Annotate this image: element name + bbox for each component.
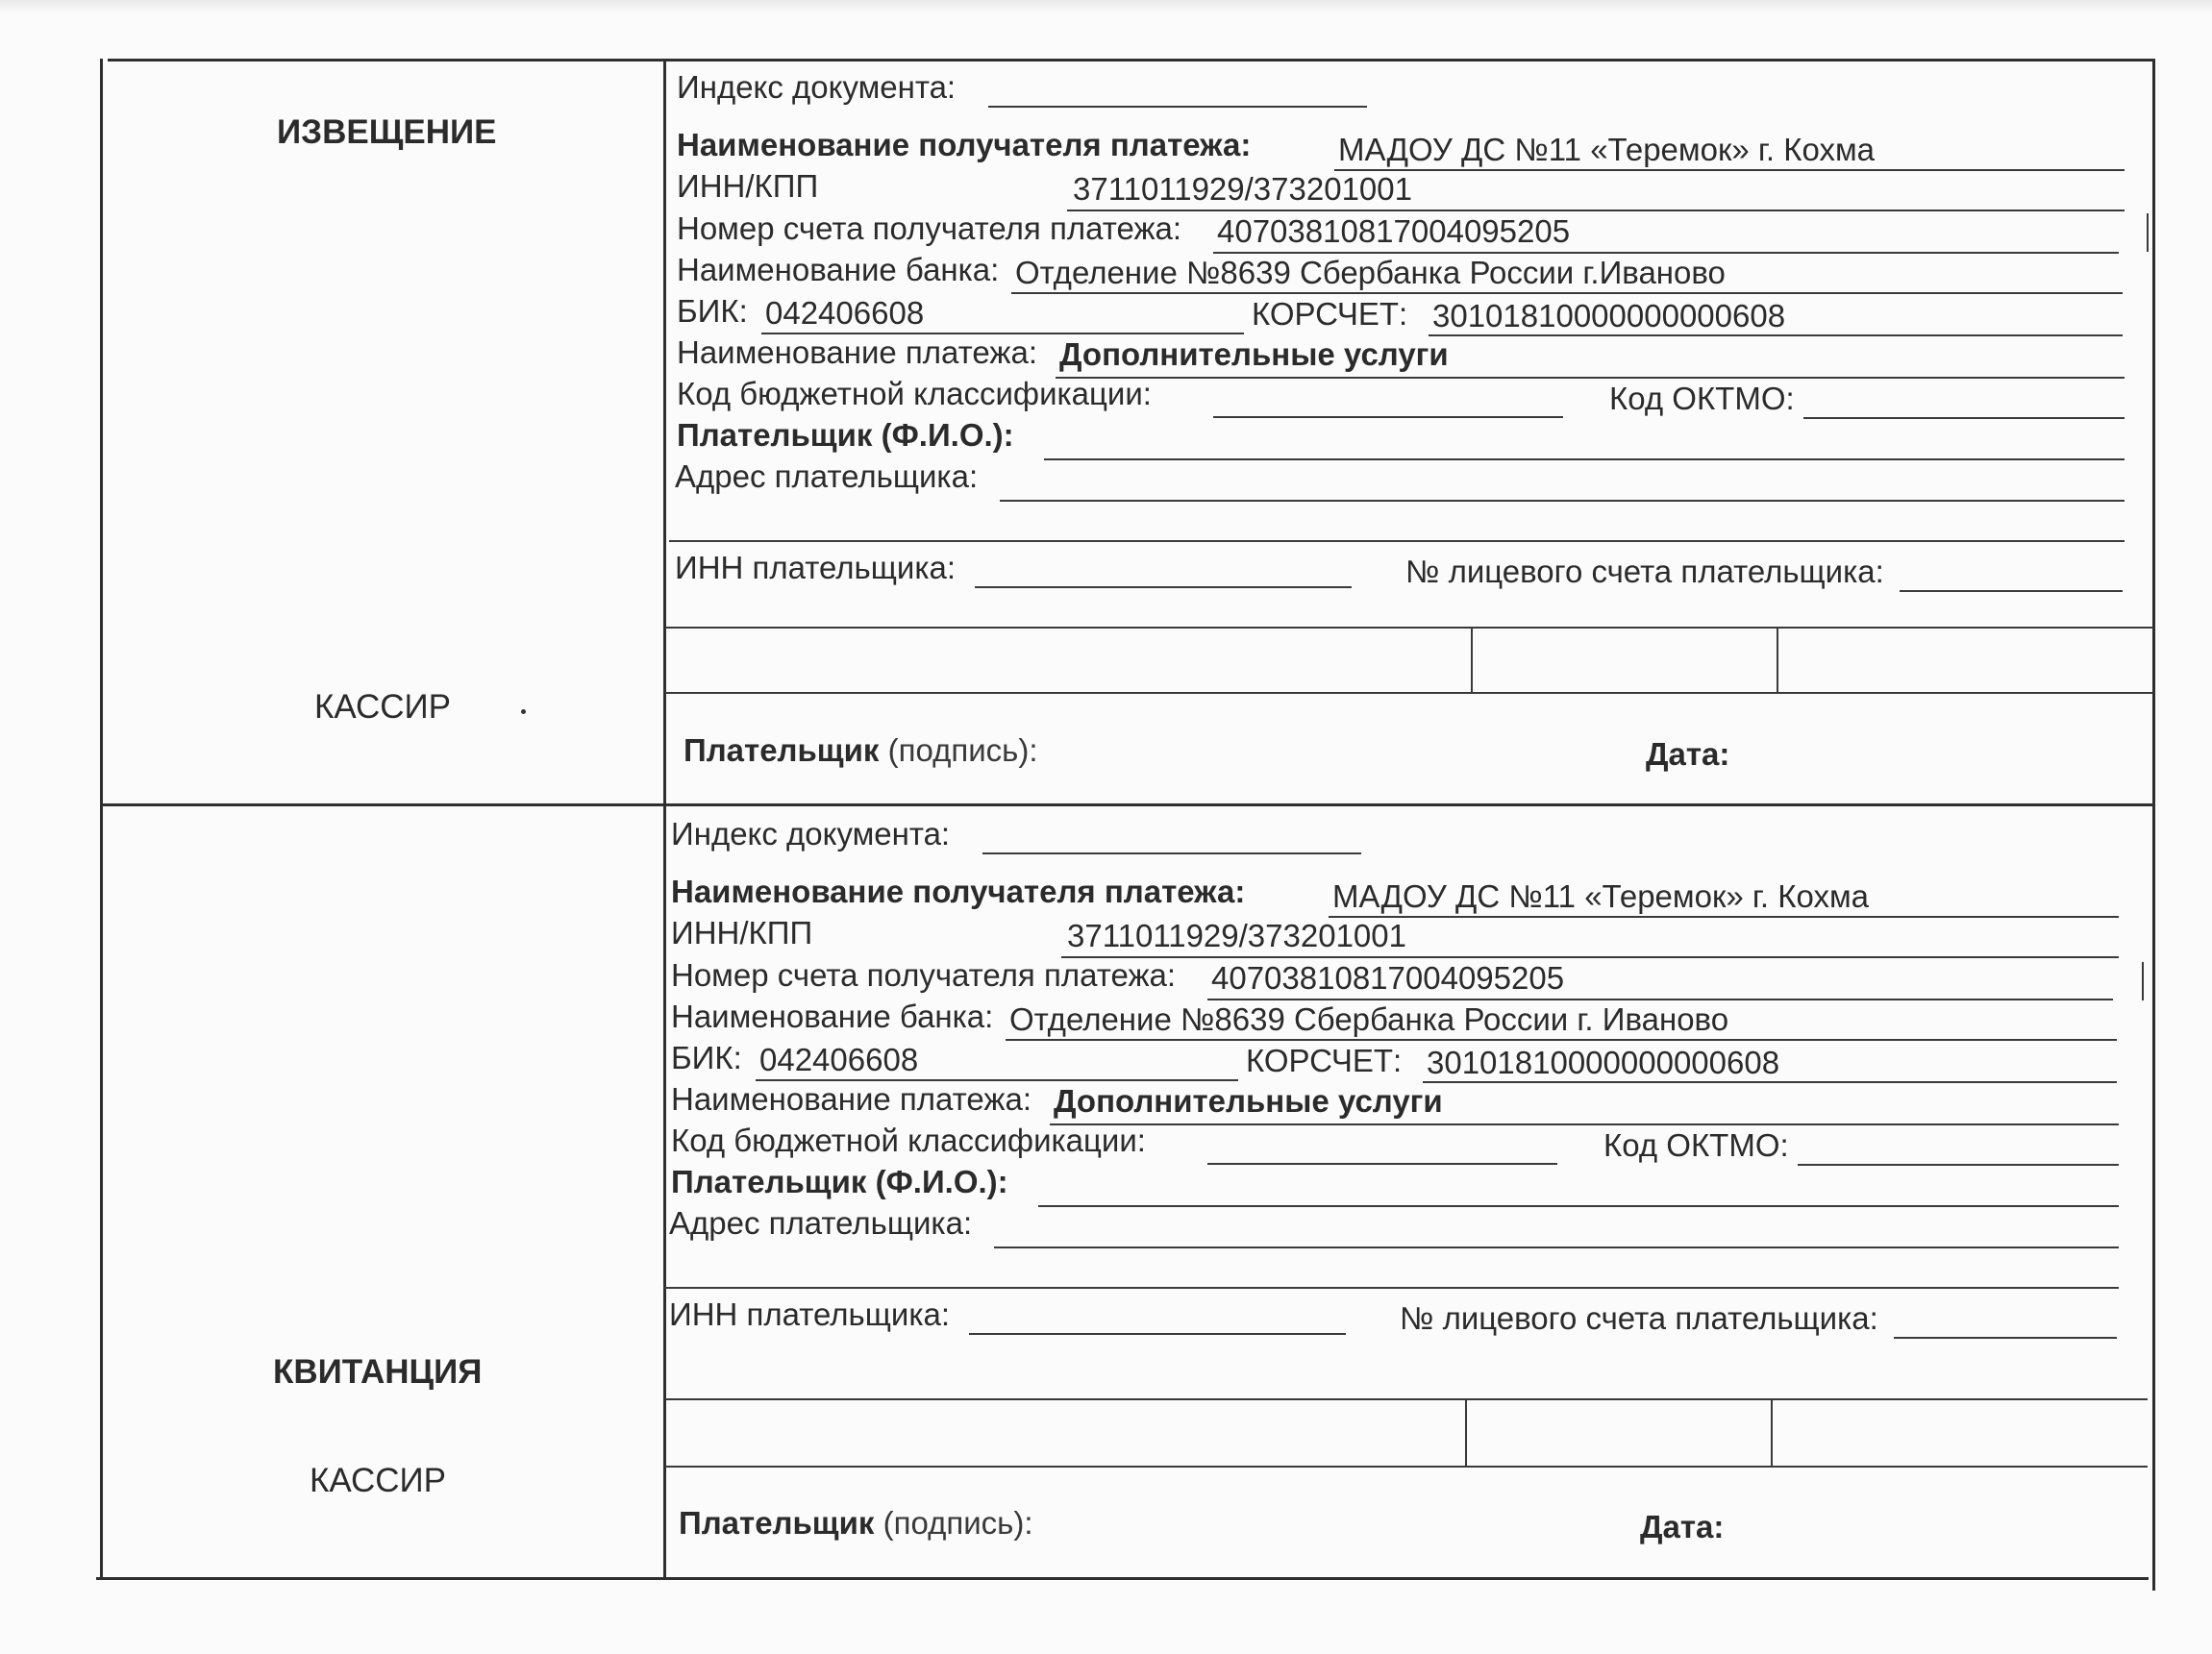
bik-value: 042406608 [765,295,925,331]
address-label: Адрес плательщика: [669,1205,973,1241]
oktmo-field[interactable] [1798,1164,2119,1166]
bik-label: БИК: [677,293,748,329]
doc-index-field[interactable] [982,852,1361,854]
frame-bottom-border [96,1577,2149,1580]
address-field[interactable] [1000,500,2125,502]
kbk-label: Код бюджетной классификации: [677,376,1152,411]
personal-account-field[interactable] [1894,1337,2117,1339]
signature-label [679,1505,1033,1542]
grid-row-bottom [665,1466,2148,1468]
bank-label: Наименование банка: [671,999,994,1034]
account-label: Номер счета получателя платежа: [671,957,1177,993]
payment-label: Наименование платежа: [677,334,1038,370]
personal-account-label: № лицевого счета плательщика: [1405,554,1884,589]
signature-label-bold: Плательщик [683,732,880,768]
oktmo-label: Код ОКТМО: [1609,381,1795,416]
oktmo-label: Код ОКТМО: [1603,1127,1789,1163]
recipient-label: Наименование получателя платежа: [677,127,1252,162]
corr-label: КОРСЧЕТ: [1252,296,1408,332]
oktmo-field[interactable] [1803,417,2125,419]
address-field-line2[interactable] [669,540,2125,542]
bank-value: Отделение №8639 Сбербанка России г.Иваново [1015,255,1726,290]
kbk-field[interactable] [1213,416,1563,418]
corr-value: 30101810000000000608 [1427,1045,1780,1080]
grid-cell-divider [1471,627,1473,694]
bank-value: Отделение №8639 Сбербанка России г. Иваново [1009,1001,1729,1037]
corr-underline [1423,1081,2117,1083]
bank-underline [1011,292,2123,294]
recipient-value: МАДОУ ДС №11 «Теремок» г. Кохма [1338,132,1876,167]
payer-field[interactable] [1044,458,2125,460]
scan-mark [2142,962,2144,1000]
personal-account-field[interactable] [1900,590,2123,592]
payer-inn-field[interactable] [969,1333,1346,1335]
signature-label-bold: Плательщик [679,1505,875,1541]
signature-label [683,732,1038,769]
account-value: 40703810817004095205 [1217,213,1571,249]
date-label: Дата: [1646,736,1730,772]
corr-underline [1429,334,2123,336]
scan-speck [521,709,526,714]
section-divider [100,803,2155,806]
signature-label-rest: (подпись): [887,732,1038,768]
frame-top-border [108,59,2155,62]
account-label: Номер счета получателя платежа: [677,210,1182,246]
kbk-label: Код бюджетной классификации: [671,1123,1146,1158]
doc-index-label: Индекс документа: [677,69,957,105]
inn-kpp-label: ИНН/КПП [677,168,819,204]
scan-edge-shadow [0,0,2212,13]
recipient-value: МАДОУ ДС №11 «Теремок» г. Кохма [1332,878,1870,914]
doc-index-label: Индекс документа: [671,816,951,852]
payment-underline [1050,1123,2119,1125]
frame-right-border [2152,59,2155,1591]
inn-kpp-underline [1061,956,2119,958]
inn-kpp-value: 3711011929/373201001 [1067,918,1406,953]
corr-value: 30101810000000000608 [1432,298,1786,333]
recipient-underline [1334,169,2125,171]
bik-value: 042406608 [759,1042,919,1077]
recipient-underline [1329,916,2119,918]
payment-label: Наименование платежа: [671,1081,1032,1117]
payer-inn-label: ИНН плательщика: [669,1296,951,1332]
payment-underline [1056,377,2125,379]
payment-value: Дополнительные услуги [1059,336,1449,372]
payer-label: Плательщик (Ф.И.О.): [677,417,1014,453]
payer-field[interactable] [1038,1205,2119,1207]
payer-label: Плательщик (Ф.И.О.): [671,1164,1008,1199]
notice-title: ИЗВЕЩЕНИЕ [277,113,497,151]
doc-index-field[interactable] [988,106,1367,108]
payment-value: Дополнительные услуги [1054,1083,1443,1119]
receipt-cashier-label: КАССИР [310,1462,447,1499]
notice-cashier-label: КАССИР [314,688,452,726]
inn-kpp-label: ИНН/КПП [671,915,813,950]
inn-kpp-value: 3711011929/373201001 [1073,171,1412,207]
frame-left-border [100,59,103,1580]
account-underline [1213,252,2119,254]
account-underline [1207,999,2113,1000]
corr-label: КОРСЧЕТ: [1246,1043,1403,1078]
bik-label: БИК: [671,1040,742,1075]
bank-underline [1006,1039,2117,1041]
column-divider [663,59,666,1580]
payer-inn-label: ИНН плательщика: [675,550,957,585]
grid-row-bottom [665,692,2153,694]
receipt-title: КВИТАНЦИЯ [273,1353,483,1391]
grid-cell-divider [1777,627,1778,694]
account-value: 40703810817004095205 [1211,960,1565,996]
scan-mark [2147,213,2149,252]
grid-cell-divider [1465,1398,1467,1468]
grid-cell-divider [1771,1398,1773,1468]
kbk-field[interactable] [1207,1163,1557,1165]
date-label: Дата: [1640,1509,1725,1544]
address-field-line2[interactable] [663,1287,2119,1289]
grid-row-top [665,1398,2148,1400]
address-field[interactable] [994,1247,2119,1248]
address-label: Адрес плательщика: [675,458,979,494]
payer-inn-field[interactable] [975,586,1352,588]
inn-kpp-underline [1067,210,2125,211]
bank-label: Наименование банка: [677,252,1000,287]
recipient-label: Наименование получателя платежа: [671,874,1246,909]
grid-row-top [665,627,2153,629]
signature-label-rest: (подпись): [882,1505,1033,1541]
personal-account-label: № лицевого счета плательщика: [1400,1300,1878,1336]
